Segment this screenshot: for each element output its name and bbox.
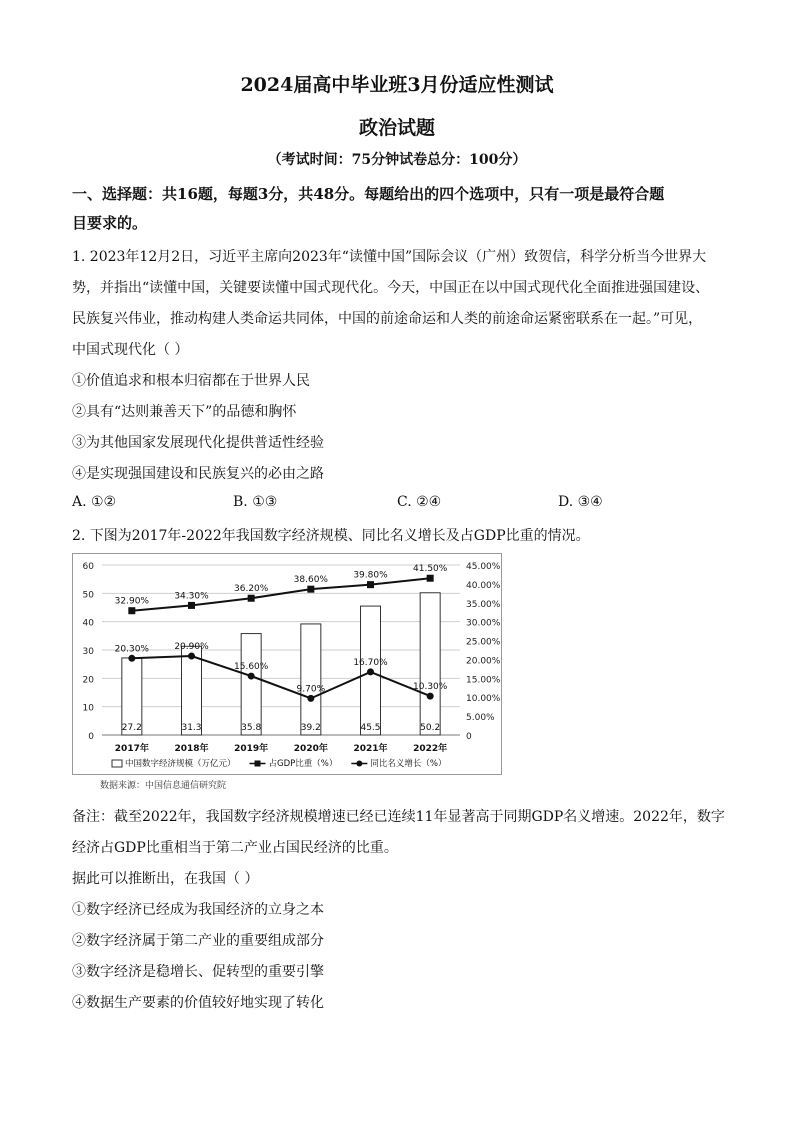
x-tick-label: 2020年 [293, 744, 328, 754]
left-tick-label: 20 [82, 675, 94, 686]
q1-item: ④是实现强国建设和民族复兴的必由之路 [72, 466, 324, 482]
left-tick-label: 60 [82, 562, 94, 572]
q1-stem-line: 中国式现代化（ ） [72, 342, 189, 358]
left-tick-label: 10 [82, 703, 94, 714]
bar-value-label: 39.2 [300, 723, 321, 733]
right-tick-label: 0 [466, 732, 472, 742]
q2-stem: 2. 下图为2017年-2022年我国数字经济规模、同比名义增长及占GDP比重的情况。 [72, 528, 590, 544]
q1-option-c[interactable]: C. ②④ [397, 494, 442, 510]
q1-item: ③为其他国家发展现代化提供普适性经验 [72, 435, 324, 451]
q1-stem-line: 1. 2023年12月2日，习近平主席向2023年“读懂中国”国际会议（广州）致贺信，科学分析当今世界大 [72, 249, 707, 265]
point-value-label: 10.30% [413, 682, 448, 693]
right-tick-label: 15.00% [466, 675, 501, 686]
series-point [367, 668, 374, 675]
legend-label: 占GDP比重（%） [268, 759, 338, 769]
bar [420, 593, 440, 735]
series-point [427, 693, 434, 700]
right-tick-label: 10.00% [466, 694, 501, 705]
section-heading-line1: 一、选择题：共16题，每题3分，共48分。每题给出的四个选项中，只有一项是最符合题 [72, 185, 665, 203]
series-point [248, 595, 255, 602]
right-tick-label: 35.00% [466, 599, 501, 610]
point-value-label: 9.70% [296, 684, 326, 695]
left-tick-label: 40 [82, 618, 94, 629]
point-value-label: 34.30% [174, 591, 209, 602]
legend-swatch [112, 760, 122, 767]
point-value-label: 15.60% [234, 662, 269, 673]
series-point [248, 673, 255, 680]
x-tick-label: 2018年 [174, 744, 209, 754]
q1-stem-line: 势，并指出“读懂中国，关键要读懂中国式现代化。今天，中国正在以中国式现代化全面推进强国建设、 [72, 280, 710, 296]
point-value-label: 39.80% [353, 570, 388, 581]
digital-economy-chart [72, 553, 502, 775]
series-point [188, 653, 195, 660]
bar [182, 646, 202, 735]
legend-label: 中国数字经济规模（万亿元） [125, 759, 236, 769]
series-point [128, 655, 135, 662]
bar [241, 634, 261, 735]
q2-item: ②数字经济属于第二产业的重要组成部分 [72, 933, 324, 949]
q1-option-a[interactable]: A. ①② [72, 494, 117, 510]
x-tick-label: 2019年 [234, 744, 269, 754]
section-heading-line2: 目要求的。 [72, 214, 148, 232]
chart-source: 数据来源：中国信息通信研究院 [100, 781, 227, 791]
q1-option-b[interactable]: B. ①③ [233, 494, 278, 510]
x-tick-label: 2022年 [413, 744, 448, 754]
right-tick-label: 40.00% [466, 580, 501, 591]
q2-note-line: 经济占GDP比重相当于第二产业占国民经济的比重。 [72, 840, 398, 856]
series-point [367, 581, 374, 588]
q1-stem-line: 民族复兴伟业，推动构建人类命运共同体，中国的前途命运和人类的前途命运紧密联系在一起。”可见， [72, 311, 703, 327]
right-tick-label: 20.00% [466, 656, 501, 667]
point-value-label: 36.20% [234, 584, 269, 595]
q2-item: ①数字经济已经成为我国经济的立身之本 [72, 902, 324, 918]
x-tick-label: 2021年 [353, 744, 388, 754]
bar-value-label: 45.5 [360, 723, 381, 733]
legend-label: 同比名义增长（%） [370, 759, 447, 769]
series-point [128, 607, 135, 614]
q1-item: ②具有“达则兼善天下”的品德和胸怀 [72, 404, 297, 420]
q2-item: ③数字经济是稳增长、促转型的重要引擎 [72, 964, 324, 980]
point-value-label: 32.90% [114, 596, 149, 607]
point-value-label: 20.90% [174, 642, 209, 653]
exam-title: 2024届高中毕业班3月份适应性测试 [240, 74, 554, 96]
left-tick-label: 50 [82, 590, 94, 601]
q2-question: 据此可以推断出，在我国（ ） [72, 871, 259, 887]
series-point [307, 586, 314, 593]
left-tick-label: 0 [88, 732, 94, 742]
q1-item: ①价值追求和根本归宿都在于世界人民 [72, 373, 310, 389]
right-tick-label: 25.00% [466, 637, 501, 648]
q1-option-d[interactable]: D. ③④ [558, 494, 603, 510]
legend-marker [255, 761, 261, 767]
bar [301, 624, 321, 735]
series-point [188, 602, 195, 609]
bar-value-label: 31.3 [181, 723, 202, 733]
point-value-label: 41.50% [413, 564, 448, 575]
bar-value-label: 50.2 [420, 723, 441, 733]
point-value-label: 16.70% [353, 657, 388, 668]
exam-info: （考试时间：75分钟试卷总分：100分） [267, 152, 527, 168]
x-tick-label: 2017年 [114, 744, 149, 754]
point-value-label: 38.60% [293, 575, 328, 586]
q2-item: ④数据生产要素的价值较好地实现了转化 [72, 995, 324, 1011]
bar-value-label: 35.8 [241, 723, 262, 733]
q2-note-line: 备注：截至2022年，我国数字经济规模增速已经已连续11年显著高于同期GDP名义增速。2022年，数字 [72, 809, 725, 825]
right-tick-label: 5.00% [466, 713, 495, 724]
point-value-label: 20.30% [114, 644, 149, 655]
legend-marker [356, 761, 362, 767]
exam-subject: 政治试题 [358, 117, 435, 139]
left-tick-label: 30 [82, 647, 94, 657]
right-tick-label: 30.00% [466, 618, 501, 629]
bar-value-label: 27.2 [121, 723, 142, 733]
series-point [427, 575, 434, 582]
right-tick-label: 45.00% [466, 562, 501, 572]
series-point [307, 695, 314, 702]
